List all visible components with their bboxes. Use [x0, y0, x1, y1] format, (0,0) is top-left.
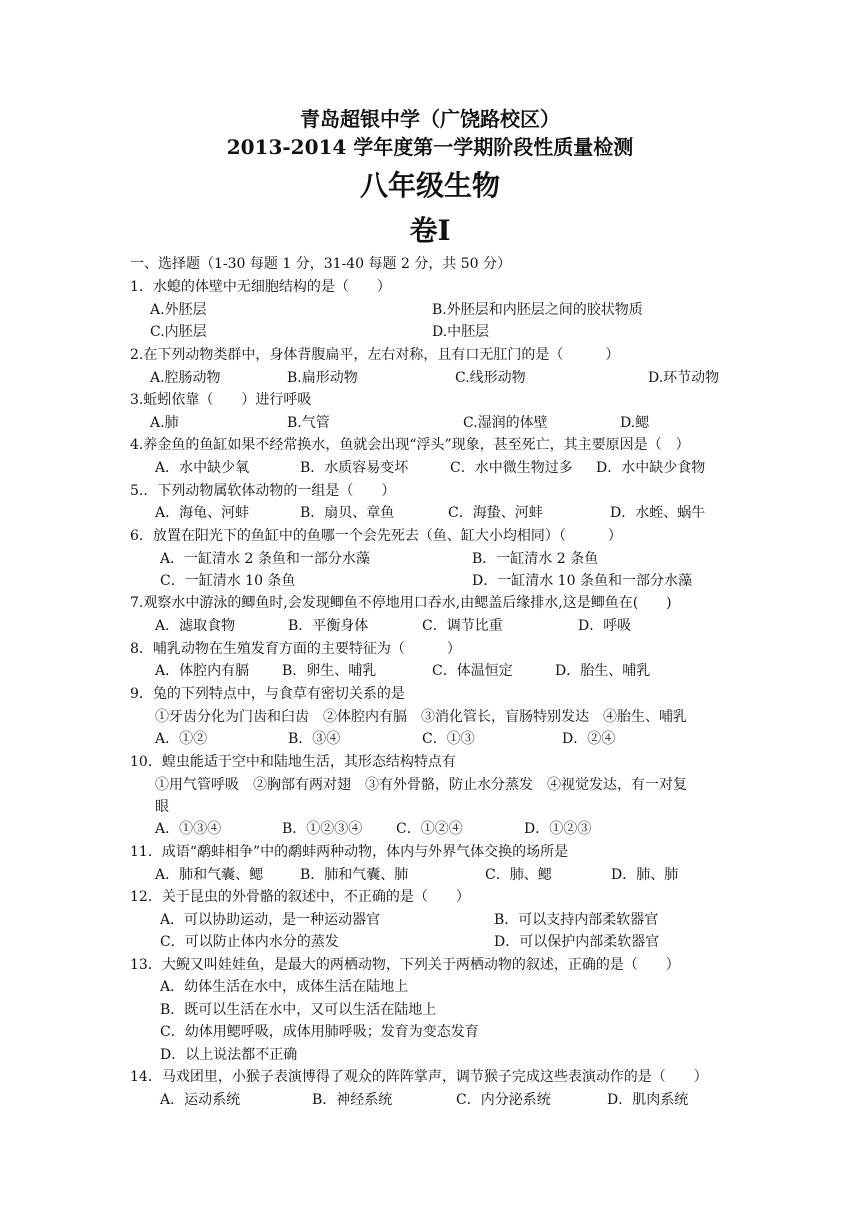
question-11-option-c: C．肺、鳃 [485, 867, 552, 883]
question-12-option-d: D．可以保护内部柔软器官 [494, 934, 660, 950]
question-11-option-a: A．肺和气囊、鳃 [155, 867, 264, 883]
question-13-option-b: B．既可以生活在水中，又可以生活在陆地上 [160, 1002, 437, 1018]
question-5-option-a: A．海龟、河蚌 [155, 505, 250, 521]
question-4-option-c: C．水中微生物过多 [450, 460, 573, 476]
question-1-option-a: A.外胚层 [150, 302, 207, 318]
question-14-option-a: A．运动系统 [160, 1092, 241, 1108]
question-10-option-a: A．①③④ [155, 821, 222, 837]
question-12-option-c: C．可以防止体内水分的蒸发 [160, 934, 339, 950]
question-8-option-d: D．胎生、哺乳 [555, 663, 651, 679]
question-11-option-d: D．肺、肺 [611, 867, 679, 883]
question-4-option-d: D．水中缺少食物 [596, 460, 706, 476]
question-5-option-d: D．水蛭、蜗牛 [610, 505, 706, 521]
question-3-option-b: B.气管 [287, 415, 330, 431]
question-9-option-d: D．②④ [562, 731, 616, 747]
question-14-option-d: D．肌肉系统 [607, 1092, 689, 1108]
question-10-statements-cont: 眼 [155, 799, 169, 815]
volume-title: 卷Ⅰ [409, 214, 451, 247]
question-11-option-b: B．肺和气囊、肺 [300, 867, 409, 883]
question-10-option-c: C．①②④ [396, 821, 463, 837]
exam-title: 2013-2014 学年度第一学期阶段性质量检测 [226, 135, 634, 159]
question-14-option-b: B．神经系统 [312, 1092, 393, 1108]
question-2-option-a: A.腔肠动物 [150, 370, 221, 386]
question-7-option-c: C．调节比重 [422, 618, 503, 634]
question-14-stem: 14．马戏团里，小猴子表演博得了观众的阵阵掌声，调节猴子完成这些表演动作的是（ ） [130, 1069, 708, 1085]
question-2-stem: 2.在下列动物类群中，身体背腹扁平，左右对称，且有口无肛门的是（ ） [130, 347, 620, 363]
question-3-option-c: C.湿润的体壁 [463, 415, 548, 431]
question-10-option-b: B．①②③④ [282, 821, 363, 837]
question-1-option-b: B.外胚层和内胚层之间的胶状物质 [432, 302, 643, 318]
question-4-stem: 4.养金鱼的鱼缸如果不经常换水，鱼就会出现“浮头”现象，甚至死亡，其主要原因是（ ） [130, 437, 690, 453]
question-4-option-a: A．水中缺少氧 [155, 460, 250, 476]
question-1-option-c: C.内胚层 [150, 324, 207, 340]
question-5-option-b: B．扇贝、章鱼 [300, 505, 395, 521]
question-13-option-c: C．幼体用鳃呼吸，成体用肺呼吸；发育为变态发育 [160, 1024, 479, 1040]
question-6-option-b: B．一缸清水 2 条鱼 [472, 551, 599, 567]
question-5-stem: 5.．下列动物属软体动物的一组是（ ） [130, 483, 396, 499]
question-1-stem: 1．水螅的体壁中无细胞结构的是（ ） [130, 279, 391, 295]
question-7-stem: 7.观察水中游泳的鲫鱼时,会发现鲫鱼不停地用口吞水,由鳃盖后缘排水,这是鲫鱼在( ) [130, 595, 672, 611]
question-7-option-a: A．滤取食物 [155, 618, 236, 634]
question-2-option-c: C.线形动物 [455, 370, 526, 386]
question-1-option-d: D.中胚层 [432, 324, 490, 340]
question-13-option-d: D．以上说法都不正确 [160, 1047, 298, 1063]
question-5-option-c: C．海蛰、河蚌 [448, 505, 543, 521]
question-7-option-d: D．呼吸 [578, 618, 632, 634]
question-8-option-c: C．体温恒定 [432, 663, 513, 679]
question-3-stem: 3.蚯蚓依靠（ ）进行呼吸 [130, 392, 312, 408]
question-6-option-a: A．一缸清水 2 条鱼和一部分水藻 [160, 551, 370, 567]
question-14-option-c: C．内分泌系统 [456, 1092, 551, 1108]
question-12-stem: 12．关于昆虫的外骨骼的叙述中，不正确的是（ ） [130, 889, 470, 905]
question-9-option-b: B．③④ [288, 731, 341, 747]
question-12-option-b: B．可以支持内部柔软器官 [494, 912, 659, 928]
question-10-stem: 10．蝗虫能适于空中和陆地生活，其形态结构特点有 [130, 754, 456, 770]
school-title: 青岛超银中学（广饶路校区） [300, 107, 560, 131]
question-8-option-b: B．卵生、哺乳 [282, 663, 377, 679]
question-9-stem: 9．兔的下列特点中，与食草有密切关系的是 [130, 686, 405, 702]
question-6-option-c: C．一缸清水 10 条鱼 [160, 573, 296, 589]
question-6-option-d: D．一缸清水 10 条鱼和一部分水藻 [472, 573, 692, 589]
question-2-option-d: D.环节动物 [648, 370, 720, 386]
question-9-option-a: A．①② [155, 731, 208, 747]
subject-title: 八年级生物 [359, 169, 500, 202]
question-9-statements: ①牙齿分化为门齿和臼齿 ②体腔内有膈 ③消化管长，盲肠特别发达 ④胎生、哺乳 [155, 709, 687, 725]
question-2-option-b: B.扁形动物 [287, 370, 358, 386]
question-3-option-d: D.鳃 [620, 415, 650, 431]
question-9-option-c: C．①③ [422, 731, 475, 747]
question-7-option-b: B．平衡身体 [288, 618, 369, 634]
question-4-option-b: B．水质容易变坏 [300, 460, 409, 476]
question-13-option-a: A．幼体生活在水中，成体生活在陆地上 [160, 979, 409, 995]
question-13-stem: 13．大鲵又叫娃娃鱼，是最大的两栖动物，下列关于两栖动物的叙述，正确的是（ ） [130, 957, 680, 973]
question-6-stem: 6．放置在阳光下的鱼缸中的鱼哪一个会先死去（鱼、缸大小均相同）（ ） [130, 528, 622, 544]
question-10-option-d: D．①②③ [524, 821, 592, 837]
question-3-option-a: A.肺 [150, 415, 179, 431]
question-8-option-a: A．体腔内有膈 [155, 663, 250, 679]
question-11-stem: 11．成语“鹬蚌相争”中的鹬蚌两种动物，体内与外界气体交换的场所是 [130, 844, 569, 860]
section-heading: 一、选择题（1-30 每题 1 分，31-40 每题 2 分，共 50 分） [130, 256, 512, 272]
question-12-option-a: A．可以协助运动，是一种运动器官 [160, 912, 381, 928]
question-8-stem: 8．哺乳动物在生殖发育方面的主要特征为（ ） [130, 641, 461, 657]
question-10-statements: ①用气管呼吸 ②胸部有两对翅 ③有外骨骼，防止水分蒸发 ④视觉发达，有一对复 [155, 777, 687, 793]
